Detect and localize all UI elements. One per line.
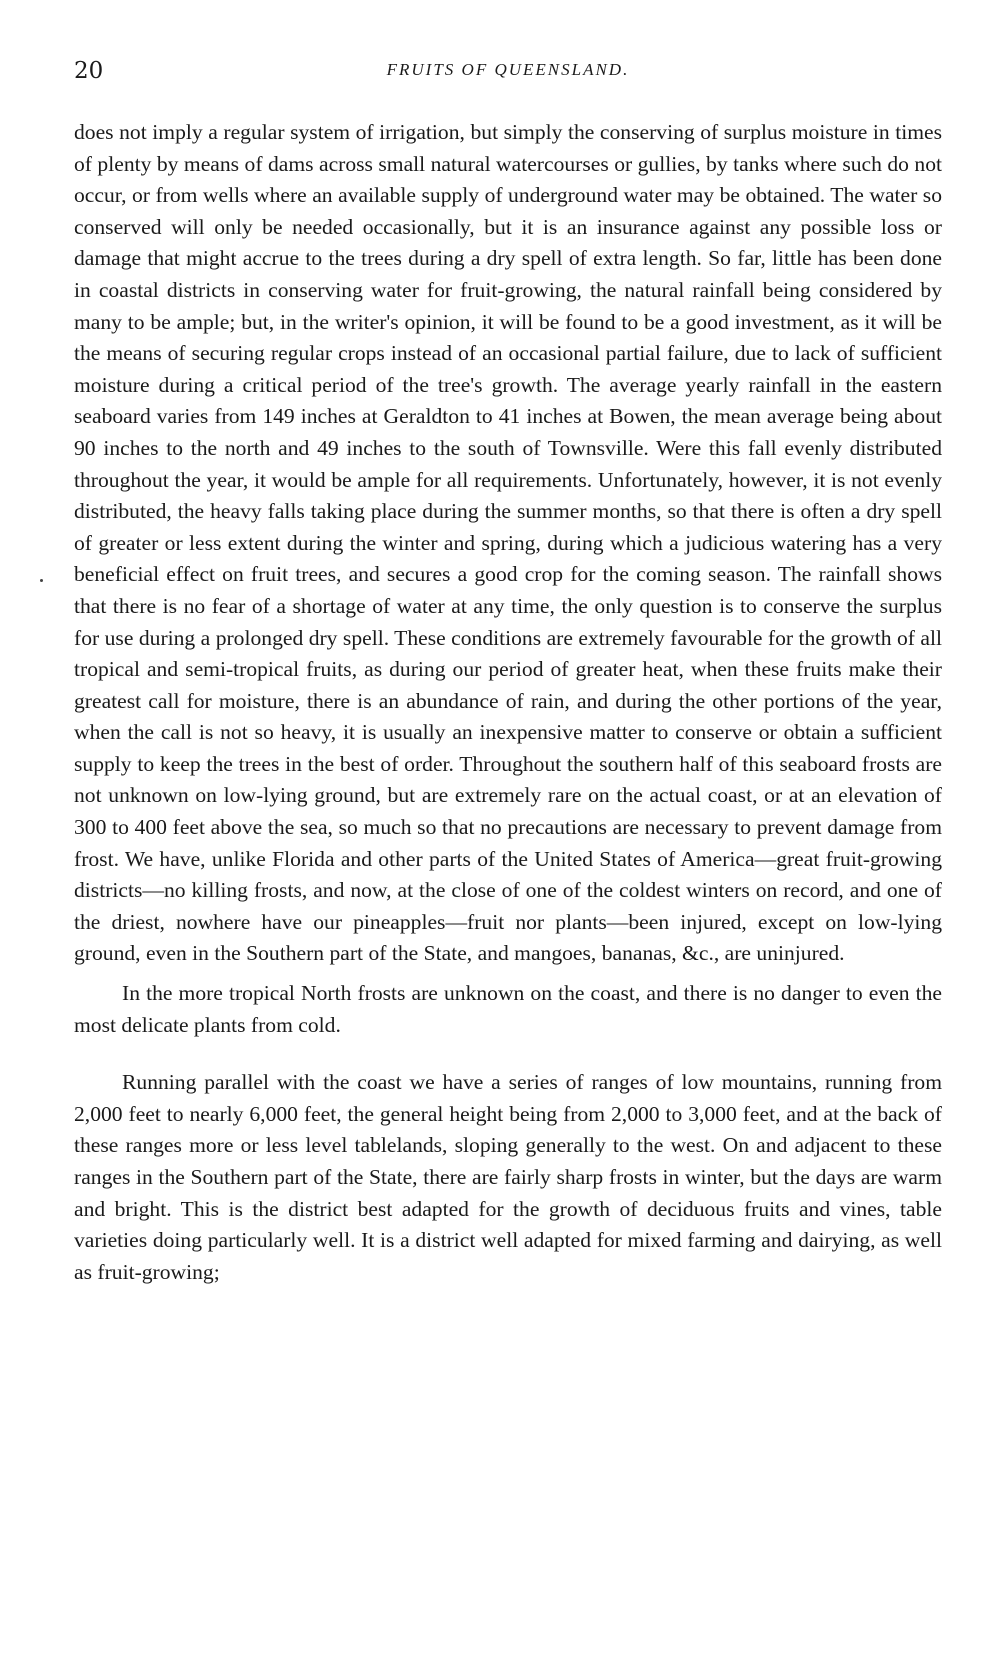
paragraph-mountain-ranges: Running parallel with the coast we have a series of ranges of low mountains, running from 2,000 feet to nearly 6,000 feet, the general height being from 2,000 to 3,000 feet, and at the back of these ranges more or less level tablelands, sloping generally to the west. On and adjacent to these ranges in the Southern part of the State, there are fairly sharp frosts in winter, but the days are warm and bright. This is the district best adapted for the growth of deciduous fruits and vines, table varieties doing particularly well. It is a district well adapted for mixed farming and dairying, as well as fruit-growing; (74, 1070, 942, 1284)
page-header (74, 58, 942, 90)
page-number: 20 (74, 58, 104, 84)
margin-mark (40, 579, 43, 582)
paragraph-irrigation: does not imply a regular system of irrigation, but simply the conserving of surplus moisture in times of plenty by means of dams across small natural watercourses or gullies, by tanks where such do not occur, or from wells where an available supply of underground water may be obtained. The water so conserved will only be needed occasionally, but it is an insurance against any possible loss or damage that might accrue to the trees during a dry spell of extra length. So far, little has been done in coastal districts in conserving water for fruit-growing, the natural rainfall being considered by many to be ample; but, in the writer's opinion, it will be found to be a good investment, as it will be the means of securing regular crops instead of an occasional partial failure, due to lack of sufficient moisture during a critical period of the tree's growth. The average yearly rainfall in the eastern seaboard varies from 149 inches at Geraldton to 41 inches at Bowen, the mean average being about 90 inches to the north and 49 inches to the south of Townsville. Were this fall evenly distributed throughout the year, it would be ample for all requirements. Unfortunately, however, it is not evenly distributed, the heavy falls taking place during the summer months, so that there is often a dry spell of greater or less extent during the winter and spring, during which a judicious watering has a very beneficial effect on fruit trees, and secures a good crop for the coming season. The rainfall shows that there is no fear of a shortage of water at any time, the only question is to conserve the surplus for use during a prolonged dry spell. These conditions are extremely favourable for the growth of all tropical and semi-tropical fruits, as during our period of greater heat, when these fruits make their greatest call for moisture, there is an abundance of rain, and during the other portions of the year, when the call is not so heavy, it is usually an inexpensive matter to conserve or obtain a sufficient supply to keep the trees in the best of order. Throughout the southern half of this seaboard frosts are not unknown on low-lying ground, but are extremely rare on the actual coast, or at an elevation of 300 to 400 feet above the sea, so much so that no precautions are necessary to prevent damage from frost. We have, unlike Florida and other parts of the United States of America—great fruit-growing districts—no killing frosts, and now, at the close of one of the coldest winters on record, and one of the driest, nowhere have our pineapples—fruit nor plants—been injured, except on low-lying ground, even in the Southern part of the State, and mangoes, bananas, &c., are uninjured. (74, 120, 942, 966)
paragraph-north-frosts: In the more tropical North frosts are unknown on the coast, and there is no danger to even the most delicate plants from cold. (74, 981, 942, 1037)
body-text (74, 117, 942, 1288)
running-title: FRUITS OF QUEENSLAND. (386, 60, 630, 79)
